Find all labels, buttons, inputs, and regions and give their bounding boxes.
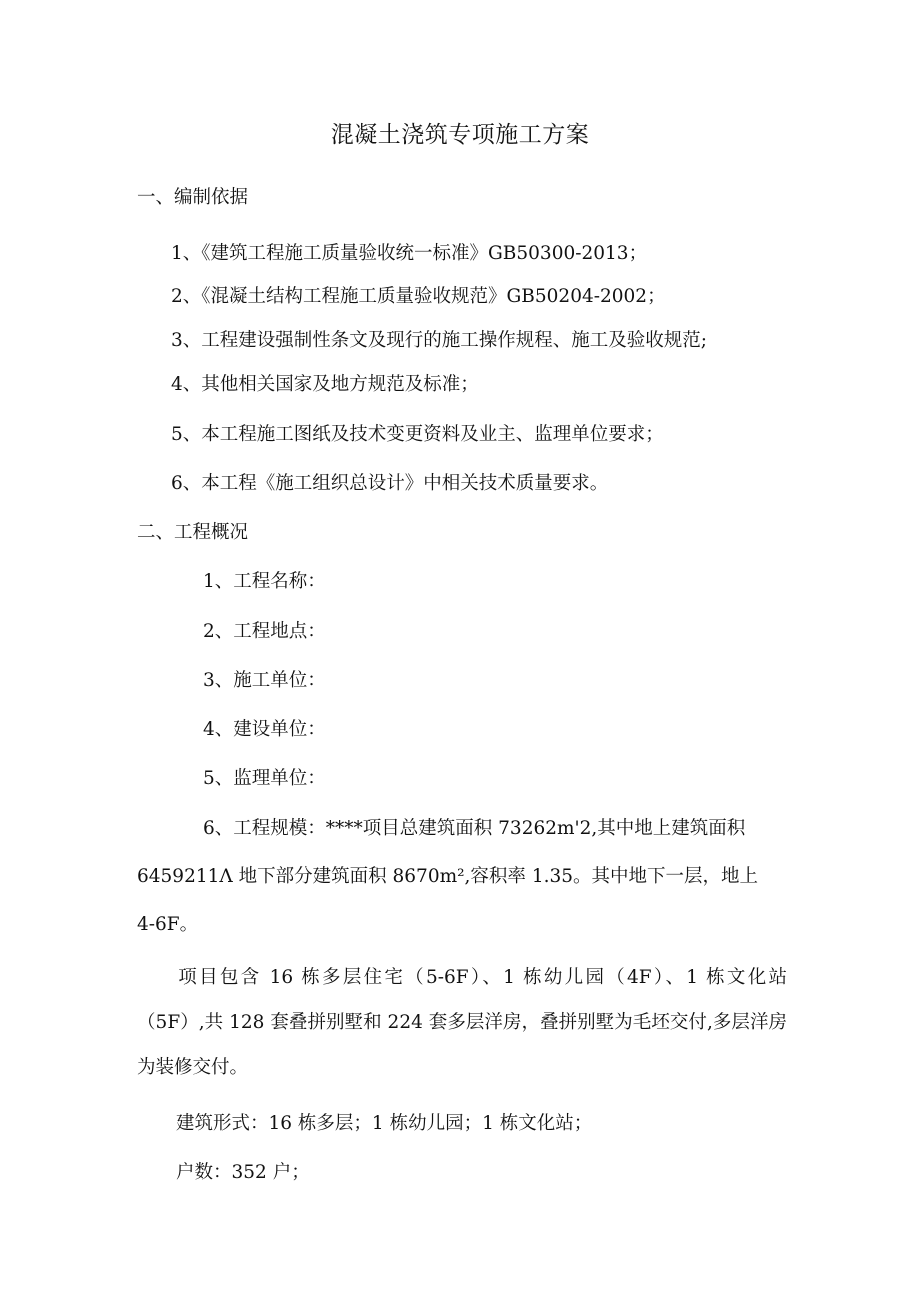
building-form-line: 建筑形式：16 栋多层；1 栋幼儿园；1 栋文化站； bbox=[176, 1113, 593, 1134]
project-contents-text: 项目包含 16 栋多层住宅（5-6F）、1 栋幼儿园（4F）、1 栋文化站（5F）,共 128 套叠拼别墅和 224 套多层洋房，叠拼别墅为毛坯交付,多层洋房为装修交付。 bbox=[137, 967, 787, 1078]
project-contents-paragraph bbox=[137, 955, 787, 1090]
households-line: 户数：352 户； bbox=[176, 1162, 310, 1183]
section-heading-basis: 一、编制依据 bbox=[137, 187, 249, 208]
document-title: 混凝土浇筑专项施工方案 bbox=[330, 122, 590, 148]
basis-item-3: 3、工程建设强制性条文及现行的施工操作规程、施工及验收规范; bbox=[171, 330, 708, 351]
basis-item-5: 5、本工程施工图纸及技术变更资料及业主、监理单位要求； bbox=[171, 424, 664, 445]
overview-item-supervisor: 5、监理单位： bbox=[203, 768, 326, 789]
basis-item-4: 4、其他相关国家及地方规范及标准； bbox=[171, 374, 479, 395]
basis-item-1: 1、《建筑工程施工质量验收统一标准》GB50300-2013； bbox=[171, 243, 648, 264]
basis-item-2: 2、《混凝土结构工程施工质量验收规范》GB50204-2002； bbox=[171, 286, 666, 307]
overview-item-owner: 4、建设单位： bbox=[203, 719, 326, 740]
overview-scale-line-3: 4-6F。 bbox=[137, 914, 199, 935]
overview-item-project-location: 2、工程地点： bbox=[203, 621, 326, 642]
section-heading-overview: 二、工程概况 bbox=[137, 522, 249, 543]
overview-item-contractor: 3、施工单位： bbox=[203, 670, 326, 691]
overview-scale-line-1: 6、工程规模：****项目总建筑面积 73262m'2,其中地上建筑面积 bbox=[203, 818, 746, 839]
basis-item-6: 6、本工程《施工组织总设计》中相关技术质量要求。 bbox=[171, 473, 609, 494]
overview-scale-line-2: 6459211Λ 地下部分建筑面积 8670m²,容积率 1.35。其中地下一层，地上 bbox=[137, 866, 759, 887]
overview-item-project-name: 1、工程名称： bbox=[203, 571, 326, 592]
